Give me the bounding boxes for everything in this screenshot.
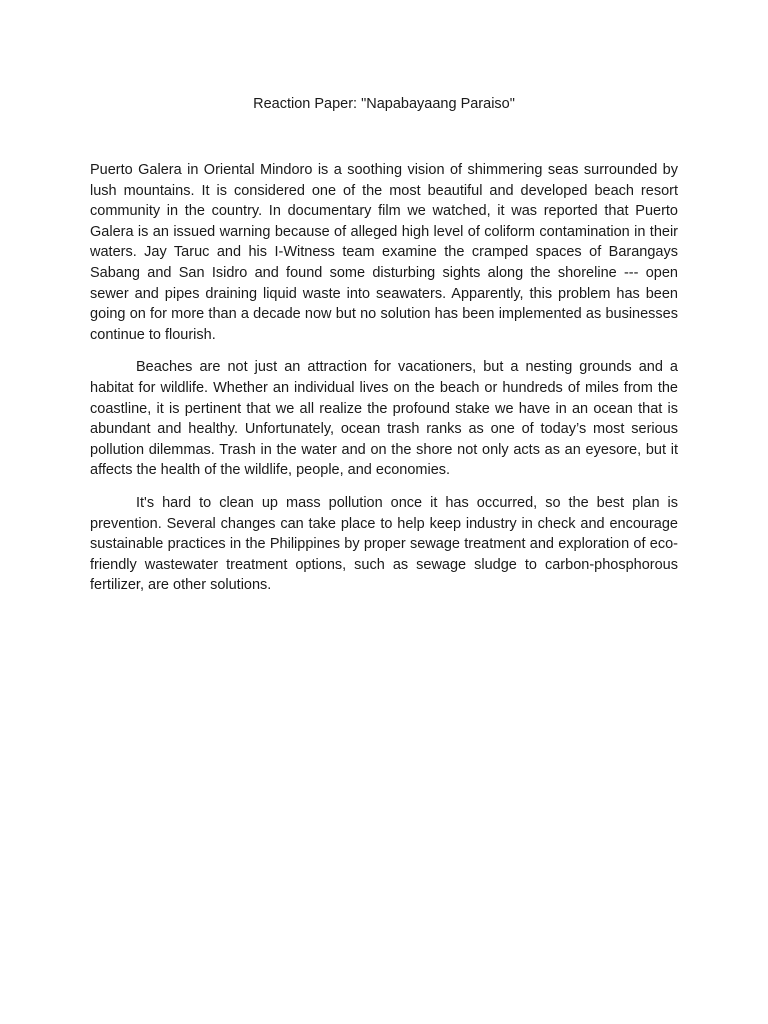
- document-body: [90, 160, 678, 608]
- paragraph-2: Beaches are not just an attraction for vacationers, but a nesting grounds and a habitat for wildlife. Whether an individual lives on the beach or hundreds of miles from the coastline, it is pertinent that we all realize the profound stake we have in an ocean that is abundant and healthy. Unfortunately, ocean trash ranks as one of today’s most serious pollution dilemmas. Trash in the water and on the shore not only acts as an eyesore, but it affects the health of the wildlife, people, and economies.: [90, 359, 678, 479]
- paragraph-1: Puerto Galera in Oriental Mindoro is a soothing vision of shimmering seas surrounded by lush mountains. It is considered one of the most beautiful and developed beach resort community in the country. In documentary film we watched, it was reported that Puerto Galera is an issued warning because of alleged high level of coliform contamination in their waters. Jay Taruc and his I-Witness team examine the cramped spaces of Barangays Sabang and San Isidro and found some disturbing sights along the shoreline --- open sewer and pipes draining liquid waste into seawaters. Apparently, this problem has been going on for more than a decade now but no solution has been implemented as businesses continue to flourish.: [90, 162, 678, 343]
- document-title: Reaction Paper: "Napabayaang Paraiso": [253, 96, 515, 112]
- paragraph-3: It's hard to clean up mass pollution once it has occurred, so the best plan is prevention. Several changes can take place to help keep industry in check and encourage sustainable practices in the Philippines by proper sewage treatment and exploration of eco-friendly wastewater treatment options, such as sewage sludge to carbon-phosphorous fertilizer, are other solutions.: [90, 494, 678, 594]
